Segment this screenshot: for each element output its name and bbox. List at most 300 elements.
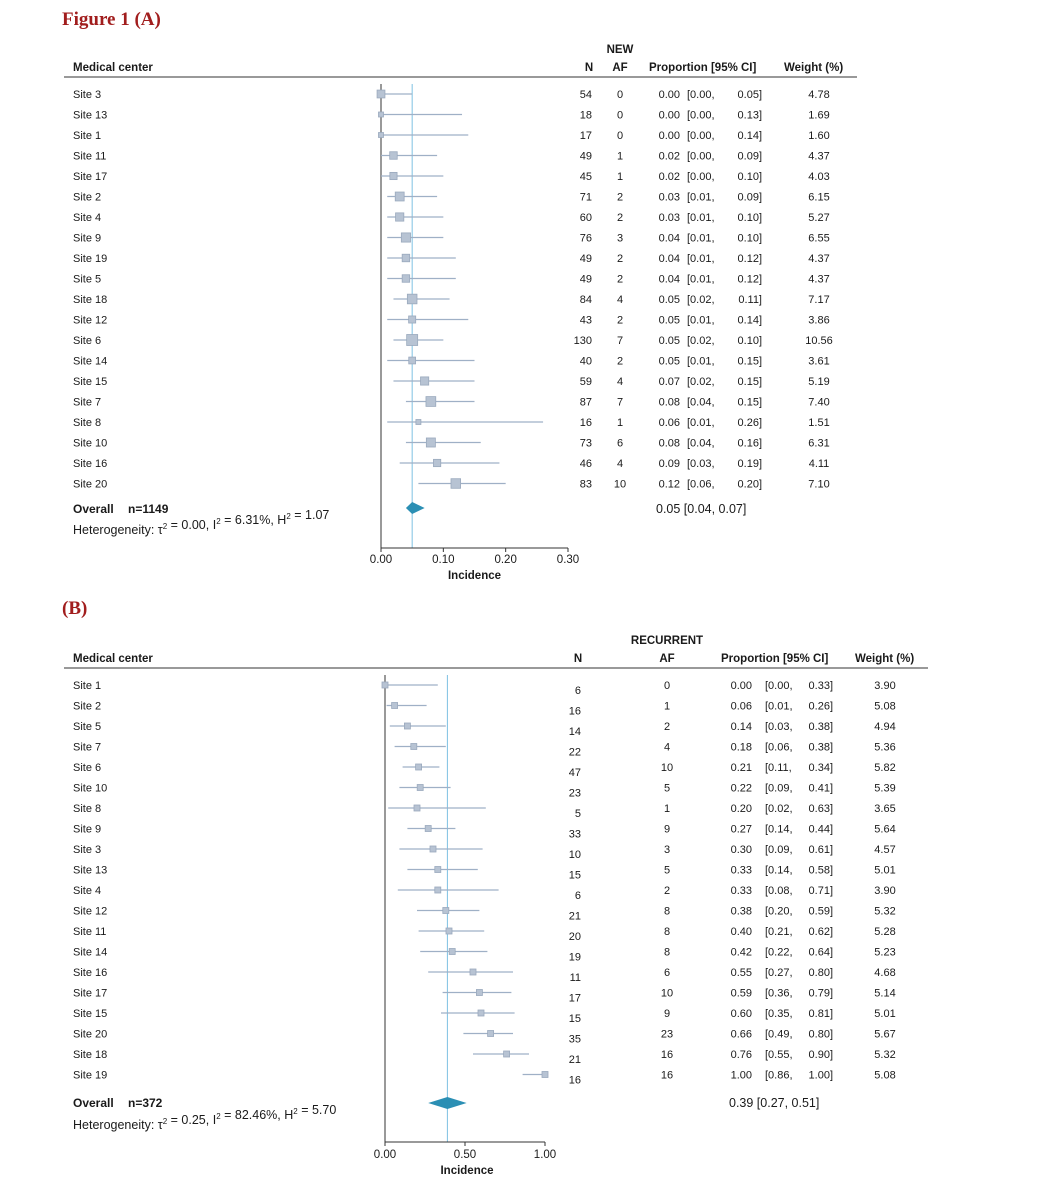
study-row bbox=[73, 233, 830, 245]
study-ci-upper: 0.63] bbox=[808, 803, 833, 815]
study-weight: 3.90 bbox=[874, 680, 896, 692]
x-tick-label: 0.10 bbox=[432, 554, 455, 566]
study-row bbox=[73, 130, 830, 142]
study-ci-lower: [0.01, bbox=[687, 314, 715, 327]
study-n: 14 bbox=[568, 726, 581, 738]
study-events: 0 bbox=[616, 89, 624, 101]
study-weight: 4.37 bbox=[808, 253, 830, 265]
study-events: 4 bbox=[616, 458, 624, 470]
study-point-box bbox=[390, 172, 397, 179]
overall-label: Overall bbox=[73, 502, 114, 516]
study-row bbox=[73, 335, 833, 348]
study-ci-lower: [0.06, bbox=[765, 741, 793, 754]
study-label: Site 15 bbox=[73, 1008, 108, 1020]
study-n: 73 bbox=[579, 437, 592, 450]
study-label: Site 12 bbox=[73, 314, 108, 327]
header-events-bottom: AF bbox=[659, 653, 675, 665]
study-label: Site 14 bbox=[73, 946, 108, 959]
study-n: 35 bbox=[568, 1033, 581, 1046]
study-ci-lower: [0.03, bbox=[687, 458, 715, 470]
study-proportion: 0.04 bbox=[658, 253, 680, 265]
study-n: 54 bbox=[579, 89, 592, 101]
study-ci-lower: [0.36, bbox=[765, 987, 793, 1000]
study-proportion: 0.38 bbox=[730, 905, 752, 918]
study-weight: 4.37 bbox=[808, 273, 830, 286]
study-row bbox=[73, 376, 830, 388]
study-weight: 5.82 bbox=[874, 762, 896, 774]
panel-b bbox=[62, 598, 928, 1177]
study-proportion: 0.22 bbox=[730, 782, 752, 795]
overall-n: n=1149 bbox=[128, 502, 169, 516]
study-label: Site 8 bbox=[73, 803, 102, 815]
heterogeneity-i: I bbox=[212, 1113, 217, 1127]
study-proportion: 0.59 bbox=[730, 987, 752, 1000]
study-label: Site 11 bbox=[73, 926, 107, 938]
study-label: Site 7 bbox=[73, 396, 102, 409]
study-n: 6 bbox=[574, 685, 581, 697]
study-weight: 3.90 bbox=[874, 885, 896, 897]
study-n: 17 bbox=[579, 130, 592, 142]
study-weight: 4.11 bbox=[808, 458, 830, 470]
pooled-diamond bbox=[428, 1097, 466, 1109]
study-weight: 5.19 bbox=[808, 376, 830, 388]
study-events: 2 bbox=[616, 273, 624, 286]
study-row bbox=[73, 865, 896, 882]
study-point-box bbox=[409, 357, 416, 364]
study-ci-lower: [0.20, bbox=[765, 905, 793, 918]
study-proportion: 0.07 bbox=[658, 376, 680, 388]
study-label: Site 3 bbox=[73, 844, 102, 856]
study-row bbox=[73, 701, 896, 718]
header-proportion: Proportion [95% CI] bbox=[721, 653, 829, 665]
study-row bbox=[73, 844, 896, 861]
study-events: 1 bbox=[663, 700, 671, 713]
study-label: Site 2 bbox=[73, 191, 102, 204]
header-n: N bbox=[584, 62, 594, 74]
superscript-two: 2 bbox=[216, 1112, 221, 1121]
study-ci-lower: [0.14, bbox=[765, 864, 793, 877]
study-ci-lower: [0.55, bbox=[765, 1049, 793, 1061]
study-ci-lower: [0.00, bbox=[765, 680, 793, 692]
study-events: 1 bbox=[663, 803, 671, 815]
study-ci-upper: 0.12] bbox=[737, 273, 762, 286]
heterogeneity-h-val: = 1.07 bbox=[290, 508, 330, 522]
study-label: Site 6 bbox=[73, 335, 102, 347]
study-ci-lower: [0.00, bbox=[687, 150, 715, 163]
study-row bbox=[73, 742, 896, 759]
study-weight: 5.08 bbox=[874, 700, 896, 713]
study-events: 0 bbox=[616, 130, 624, 142]
study-proportion: 0.33 bbox=[730, 864, 752, 877]
study-events: 10 bbox=[660, 987, 674, 1000]
study-ci-lower: [0.35, bbox=[765, 1008, 793, 1020]
study-events: 16 bbox=[660, 1069, 674, 1082]
heterogeneity-tau: τ bbox=[157, 1118, 163, 1132]
study-ci-upper: 0.33] bbox=[808, 680, 833, 692]
study-ci-upper: 0.12] bbox=[737, 253, 762, 265]
study-proportion: 0.66 bbox=[730, 1028, 752, 1041]
study-label: Site 13 bbox=[73, 864, 108, 877]
study-events: 4 bbox=[616, 376, 624, 388]
heterogeneity-h: H bbox=[277, 513, 287, 527]
study-events: 5 bbox=[663, 864, 671, 877]
study-events: 9 bbox=[663, 823, 671, 836]
study-label: Site 9 bbox=[73, 232, 102, 245]
study-ci-lower: [0.01, bbox=[687, 253, 715, 265]
study-events: 2 bbox=[616, 212, 624, 224]
study-point-box bbox=[433, 459, 440, 466]
study-point-box bbox=[407, 335, 418, 346]
study-label: Site 18 bbox=[73, 294, 108, 306]
study-point-box bbox=[416, 420, 421, 425]
study-label: Site 19 bbox=[73, 1069, 108, 1082]
study-proportion: 0.00 bbox=[658, 130, 680, 142]
study-ci-lower: [0.09, bbox=[765, 782, 793, 795]
study-proportion: 0.00 bbox=[730, 680, 752, 692]
overall-label: Overall bbox=[73, 1096, 114, 1110]
study-point-box bbox=[426, 397, 436, 407]
study-ci-lower: [0.27, bbox=[765, 967, 793, 979]
x-axis-title: Incidence bbox=[440, 1165, 494, 1177]
study-weight: 5.01 bbox=[874, 1008, 896, 1020]
study-events: 10 bbox=[660, 762, 674, 774]
study-n: 33 bbox=[568, 828, 581, 841]
study-row bbox=[73, 356, 830, 368]
study-label: Site 20 bbox=[73, 478, 108, 491]
study-events: 0 bbox=[663, 680, 671, 692]
study-n: 21 bbox=[568, 910, 581, 923]
study-proportion: 0.09 bbox=[658, 458, 680, 470]
study-label: Site 4 bbox=[73, 212, 102, 224]
study-proportion: 0.18 bbox=[730, 741, 752, 754]
header-study: Medical center bbox=[73, 62, 153, 74]
study-ci-lower: [0.00, bbox=[687, 89, 715, 101]
study-n: 49 bbox=[579, 150, 592, 163]
x-tick-label: 0.00 bbox=[373, 1149, 397, 1161]
study-point-box bbox=[377, 90, 385, 98]
study-ci-upper: 0.09] bbox=[737, 150, 762, 163]
study-ci-upper: 0.80] bbox=[808, 967, 833, 979]
study-n: 83 bbox=[579, 478, 592, 491]
study-weight: 3.61 bbox=[808, 355, 830, 368]
study-label: Site 13 bbox=[73, 109, 108, 122]
study-proportion: 0.05 bbox=[658, 294, 680, 306]
study-events: 23 bbox=[660, 1028, 674, 1041]
study-weight: 10.56 bbox=[805, 335, 833, 347]
study-weight: 4.57 bbox=[874, 844, 896, 856]
study-n: 47 bbox=[568, 767, 581, 779]
study-row bbox=[73, 171, 830, 183]
study-ci-lower: [0.86, bbox=[765, 1069, 793, 1082]
study-row bbox=[73, 1029, 896, 1046]
study-n: 76 bbox=[579, 232, 592, 245]
study-row bbox=[73, 824, 896, 841]
study-label: Site 10 bbox=[73, 782, 108, 795]
panel-title: Figure 1 (A) bbox=[62, 9, 161, 30]
study-weight: 1.60 bbox=[808, 130, 830, 142]
study-point-box bbox=[476, 990, 482, 996]
study-ci-upper: 0.80] bbox=[808, 1028, 833, 1041]
study-ci-upper: 0.15] bbox=[737, 355, 762, 368]
study-proportion: 0.06 bbox=[730, 700, 752, 713]
heterogeneity-h-val: = 5.70 bbox=[297, 1103, 337, 1117]
study-ci-lower: [0.21, bbox=[765, 926, 793, 938]
study-proportion: 0.00 bbox=[658, 109, 680, 122]
study-point-box bbox=[401, 233, 410, 242]
study-ci-upper: 0.59] bbox=[808, 905, 833, 918]
study-ci-lower: [0.22, bbox=[765, 946, 793, 959]
study-label: Site 1 bbox=[73, 130, 102, 142]
x-tick-label: 0.20 bbox=[494, 554, 517, 566]
study-point-box bbox=[414, 805, 420, 811]
study-ci-lower: [0.02, bbox=[765, 803, 793, 815]
study-proportion: 0.42 bbox=[730, 946, 752, 959]
study-ci-lower: [0.01, bbox=[687, 355, 715, 368]
study-weight: 7.17 bbox=[808, 294, 830, 306]
study-ci-upper: 0.15] bbox=[737, 376, 762, 388]
study-events: 8 bbox=[663, 926, 671, 938]
superscript-two: 2 bbox=[162, 1117, 168, 1126]
study-weight: 6.31 bbox=[808, 437, 830, 450]
study-row bbox=[73, 885, 896, 902]
study-n: 84 bbox=[579, 294, 592, 306]
study-n: 15 bbox=[568, 1013, 581, 1025]
superscript-two: 2 bbox=[162, 522, 168, 531]
study-events: 2 bbox=[616, 191, 624, 204]
study-label: Site 10 bbox=[73, 437, 108, 450]
study-ci-lower: [0.04, bbox=[687, 437, 715, 450]
study-proportion: 0.20 bbox=[730, 803, 752, 815]
study-proportion: 0.02 bbox=[658, 171, 680, 183]
study-ci-upper: 0.11] bbox=[738, 294, 762, 306]
study-point-box bbox=[421, 377, 429, 385]
study-label: Site 16 bbox=[73, 458, 108, 470]
heterogeneity-h: H bbox=[284, 1108, 294, 1122]
study-point-box bbox=[402, 275, 410, 283]
study-row bbox=[73, 762, 896, 779]
study-ci-upper: 0.71] bbox=[808, 885, 833, 897]
header-events-top: RECURRENT bbox=[630, 635, 704, 647]
heterogeneity-lead: Heterogeneity: bbox=[73, 1118, 158, 1132]
study-weight: 4.37 bbox=[808, 150, 830, 163]
study-row bbox=[73, 417, 830, 429]
study-events: 10 bbox=[613, 478, 627, 491]
heterogeneity-i-val: = 6.31%, bbox=[220, 513, 278, 527]
study-label: Site 9 bbox=[73, 823, 102, 836]
study-point-box bbox=[402, 254, 410, 262]
study-point-box bbox=[404, 723, 410, 729]
study-weight: 5.08 bbox=[874, 1069, 896, 1082]
study-n: 21 bbox=[568, 1054, 581, 1066]
study-n: 87 bbox=[579, 396, 592, 409]
study-weight: 5.32 bbox=[874, 905, 896, 918]
study-events: 9 bbox=[663, 1008, 671, 1020]
study-label: Site 4 bbox=[73, 885, 102, 897]
study-weight: 4.68 bbox=[874, 967, 896, 979]
study-row bbox=[73, 988, 896, 1005]
study-point-box bbox=[542, 1072, 548, 1078]
study-proportion: 0.03 bbox=[658, 191, 680, 204]
study-label: Site 20 bbox=[73, 1028, 108, 1041]
study-label: Site 11 bbox=[73, 150, 107, 163]
study-weight: 4.03 bbox=[808, 171, 830, 183]
study-ci-lower: [0.02, bbox=[687, 335, 715, 347]
study-ci-lower: [0.01, bbox=[687, 417, 715, 429]
study-weight: 3.65 bbox=[874, 803, 896, 815]
study-events: 2 bbox=[663, 885, 671, 897]
study-proportion: 0.27 bbox=[730, 823, 752, 836]
study-row bbox=[73, 967, 896, 984]
study-events: 3 bbox=[663, 844, 671, 856]
x-tick-label: 1.00 bbox=[533, 1149, 557, 1161]
study-ci-lower: [0.14, bbox=[765, 823, 793, 836]
study-events: 1 bbox=[616, 150, 624, 163]
study-row bbox=[73, 110, 830, 122]
study-weight: 1.51 bbox=[808, 417, 830, 429]
superscript-two: 2 bbox=[216, 517, 221, 526]
study-point-box bbox=[411, 744, 417, 750]
study-weight: 4.78 bbox=[808, 89, 830, 101]
study-n: 40 bbox=[579, 355, 592, 368]
heterogeneity-tau-val: = 0.25, bbox=[167, 1113, 213, 1127]
study-ci-upper: 0.41] bbox=[808, 782, 833, 795]
study-proportion: 0.04 bbox=[658, 232, 680, 245]
overall-row bbox=[73, 1096, 819, 1110]
study-events: 3 bbox=[616, 232, 624, 245]
study-label: Site 7 bbox=[73, 741, 102, 754]
study-label: Site 19 bbox=[73, 253, 108, 265]
study-proportion: 0.05 bbox=[658, 335, 680, 347]
study-point-box bbox=[382, 682, 388, 688]
study-ci-upper: 0.90] bbox=[808, 1049, 833, 1061]
study-ci-upper: 0.05] bbox=[737, 89, 762, 101]
study-row bbox=[73, 803, 896, 820]
study-ci-lower: [0.01, bbox=[687, 191, 715, 204]
study-ci-upper: 0.14] bbox=[737, 314, 762, 327]
study-label: Site 16 bbox=[73, 967, 108, 979]
study-row bbox=[73, 438, 830, 450]
study-ci-upper: 0.61] bbox=[808, 844, 833, 856]
study-n: 46 bbox=[579, 458, 592, 470]
superscript-two: 2 bbox=[286, 512, 291, 521]
study-label: Site 2 bbox=[73, 700, 102, 713]
study-n: 16 bbox=[568, 1074, 581, 1087]
study-weight: 6.15 bbox=[808, 191, 830, 204]
heterogeneity-tau: τ bbox=[157, 523, 163, 537]
study-proportion: 1.00 bbox=[730, 1069, 752, 1082]
study-point-box bbox=[504, 1051, 510, 1057]
study-ci-upper: 0.14] bbox=[737, 130, 762, 142]
study-ci-upper: 0.34] bbox=[808, 762, 833, 774]
study-point-box bbox=[451, 479, 461, 489]
study-point-box bbox=[392, 703, 398, 709]
study-weight: 7.10 bbox=[808, 478, 830, 491]
study-ci-upper: 0.19] bbox=[737, 458, 762, 470]
study-ci-lower: [0.01, bbox=[687, 212, 715, 224]
x-tick-label: 0.30 bbox=[556, 554, 580, 566]
study-weight: 4.94 bbox=[874, 721, 896, 733]
study-n: 22 bbox=[568, 746, 581, 759]
heterogeneity-i-val: = 82.46%, bbox=[220, 1108, 285, 1122]
study-point-box bbox=[430, 846, 436, 852]
overall-row bbox=[73, 502, 746, 516]
study-point-box bbox=[409, 316, 416, 323]
study-proportion: 0.02 bbox=[658, 150, 680, 163]
study-n: 71 bbox=[579, 191, 592, 204]
study-ci-upper: 0.79] bbox=[808, 987, 833, 1000]
study-n: 10 bbox=[568, 849, 581, 861]
study-point-box bbox=[379, 112, 384, 117]
study-point-box bbox=[449, 949, 455, 955]
study-weight: 6.55 bbox=[808, 232, 830, 245]
study-n: 15 bbox=[568, 869, 581, 882]
study-events: 6 bbox=[616, 437, 624, 450]
study-n: 11 bbox=[569, 972, 581, 984]
study-row bbox=[73, 926, 896, 943]
study-ci-upper: 0.10] bbox=[737, 335, 762, 347]
study-n: 49 bbox=[579, 253, 592, 265]
study-proportion: 0.60 bbox=[730, 1008, 752, 1020]
study-proportion: 0.14 bbox=[730, 721, 752, 733]
study-proportion: 0.33 bbox=[730, 885, 752, 897]
study-ci-upper: 0.26] bbox=[737, 417, 762, 429]
study-ci-lower: [0.04, bbox=[687, 396, 715, 409]
study-row bbox=[73, 906, 896, 923]
study-ci-upper: 0.10] bbox=[737, 232, 762, 245]
study-events: 16 bbox=[660, 1049, 674, 1061]
study-row bbox=[73, 253, 830, 265]
study-label: Site 5 bbox=[73, 273, 102, 286]
study-label: Site 17 bbox=[73, 171, 108, 183]
study-label: Site 14 bbox=[73, 355, 108, 368]
study-n: 43 bbox=[579, 314, 592, 327]
study-row bbox=[73, 721, 896, 738]
study-point-box bbox=[390, 152, 398, 160]
study-ci-upper: 0.38] bbox=[808, 741, 833, 754]
study-label: Site 8 bbox=[73, 417, 102, 429]
overall-summary: 0.05 [0.04, 0.07] bbox=[656, 502, 747, 516]
study-proportion: 0.03 bbox=[658, 212, 680, 224]
study-row bbox=[73, 1049, 896, 1066]
study-row bbox=[73, 458, 829, 470]
header-weight: Weight (%) bbox=[855, 653, 915, 665]
study-ci-upper: 0.81] bbox=[808, 1008, 833, 1020]
study-ci-upper: 0.20] bbox=[737, 478, 762, 491]
study-row bbox=[73, 1070, 896, 1087]
study-events: 2 bbox=[616, 253, 624, 265]
study-proportion: 0.06 bbox=[658, 417, 680, 429]
overall-summary: 0.39 [0.27, 0.51] bbox=[729, 1096, 820, 1110]
study-events: 1 bbox=[616, 417, 624, 429]
study-events: 7 bbox=[616, 396, 624, 409]
study-row bbox=[73, 192, 830, 204]
study-n: 17 bbox=[568, 992, 581, 1005]
study-proportion: 0.30 bbox=[730, 844, 752, 856]
study-events: 8 bbox=[663, 905, 671, 918]
study-ci-upper: 1.00] bbox=[808, 1069, 833, 1082]
study-point-box bbox=[470, 969, 476, 975]
header-proportion: Proportion [95% CI] bbox=[649, 62, 757, 74]
study-ci-lower: [0.49, bbox=[765, 1028, 793, 1041]
study-weight: 3.86 bbox=[808, 314, 830, 327]
study-proportion: 0.00 bbox=[658, 89, 680, 101]
study-weight: 5.39 bbox=[874, 782, 896, 795]
study-ci-lower: [0.02, bbox=[687, 294, 715, 306]
study-row bbox=[73, 680, 896, 697]
study-events: 1 bbox=[616, 171, 624, 183]
study-point-box bbox=[416, 764, 422, 770]
study-row bbox=[73, 294, 830, 306]
